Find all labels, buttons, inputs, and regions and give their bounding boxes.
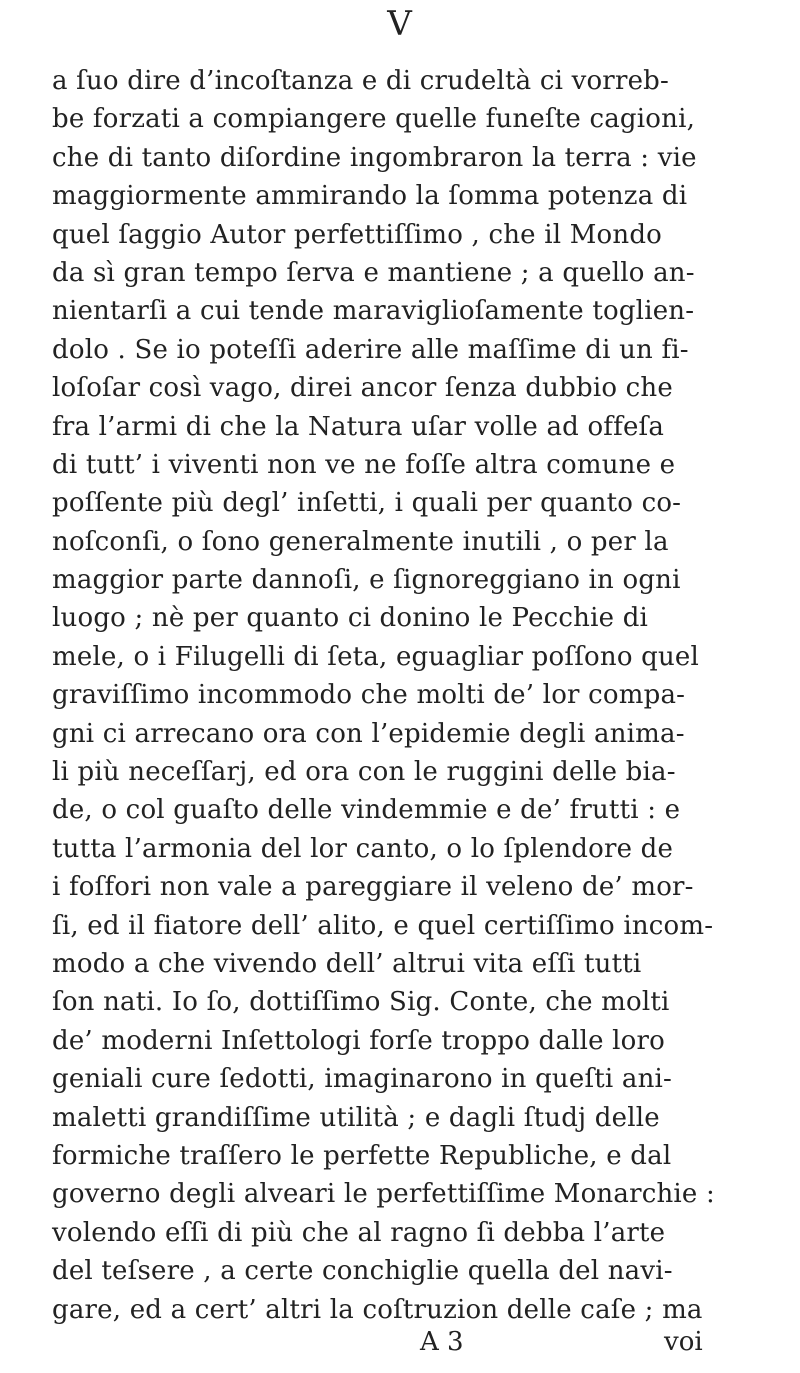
text-line: governo degli alveari le perfettiſſime Monarchie : bbox=[52, 1179, 715, 1210]
text-line: del teſsere , a certe conchiglie quella del navi- bbox=[52, 1256, 673, 1287]
text-line: poſſente più degl’ inſetti, i quali per quanto co- bbox=[52, 488, 682, 519]
text-line: luogo ; nè per quanto ci donino le Pecchie di bbox=[52, 603, 649, 634]
text-line: i foſfori non vale a pareggiare il veleno de’ mor- bbox=[52, 872, 694, 903]
text-line: maggiormente ammirando la ſomma potenza di bbox=[52, 181, 688, 212]
text-line: noſconſi, o ſono generalmente inutili , o per la bbox=[52, 526, 669, 557]
text-line: graviſſimo incommodo che molti de’ lor compa- bbox=[52, 680, 686, 711]
text-line: loſoſar così vago, direi ancor ſenza dubbio che bbox=[52, 373, 673, 404]
text-line: modo a che vivendo dell’ altrui vita eſſi tutti bbox=[52, 948, 642, 979]
text-line: da sì gran tempo ſerva e mantiene ; a quello an- bbox=[52, 257, 695, 288]
catchword: voi bbox=[664, 1327, 703, 1357]
text-line: tutta l’armonia del lor canto, o lo ſplendore de bbox=[52, 833, 674, 864]
text-line: fra l’armi di che la Natura uſar volle ad offeſa bbox=[52, 411, 665, 442]
text-line: de’ moderni Inſettologi forſe troppo dalle loro bbox=[52, 1025, 666, 1056]
text-line: de, o col guaſto delle vindemmie e de’ frutti : e bbox=[52, 795, 681, 826]
text-line: di tutt’ i viventi non ve ne foſſe altra comune e bbox=[52, 449, 676, 480]
text-line: quel ſaggio Autor perfettiſſimo , che il Mondo bbox=[52, 219, 663, 250]
text-line: formiche traſſero le perfette Republiche, e dal bbox=[52, 1140, 672, 1171]
text-line: maletti grandiſſime utilità ; e dagli ſtudj delle bbox=[52, 1102, 660, 1133]
text-line: be forzati a compiangere quelle funeſte cagioni, bbox=[52, 104, 696, 135]
text-line: a ſuo dire d’incoſtanza e di crudeltà ci vorreb- bbox=[52, 66, 669, 96]
page-footer bbox=[0, 1322, 800, 1362]
text-line: geniali cure ſedotti, imaginarono in queſti ani- bbox=[52, 1064, 673, 1095]
text-line: dolo . Se io poteſſi aderire alle maſſime di un fi- bbox=[52, 334, 689, 365]
text-line: ſi, ed il fiatore dell’ alito, e quel certiſſimo incom- bbox=[52, 910, 714, 941]
text-line: volendo eſſi di più che al ragno ſi debba l’arte bbox=[52, 1217, 666, 1248]
signature-mark: A 3 bbox=[420, 1327, 464, 1357]
text-line: nientarſi a cui tende maraviglioſamente toglien- bbox=[52, 296, 695, 327]
text-line: che di tanto diſordine ingombraron la terra : vie bbox=[52, 142, 697, 173]
body-text bbox=[52, 62, 792, 1329]
text-line: gni ci arrecano ora con l’epidemie degli anima- bbox=[52, 718, 685, 749]
text-line: mele, o i Filugelli di ſeta, eguagliar poſſono quel bbox=[52, 641, 700, 672]
page-header-mark: V bbox=[387, 4, 413, 44]
text-line: ſon nati. Io ſo, dottiſſimo Sig. Conte, che molti bbox=[52, 987, 670, 1018]
text-line: li più neceſſarj, ed ora con le ruggini delle bia- bbox=[52, 757, 676, 788]
text-line: gare, ed a cert’ altri la coſtruzion delle caſe ; ma bbox=[52, 1294, 703, 1325]
text-line: maggior parte dannoſi, e ſignoreggiano in ogni bbox=[52, 565, 681, 596]
